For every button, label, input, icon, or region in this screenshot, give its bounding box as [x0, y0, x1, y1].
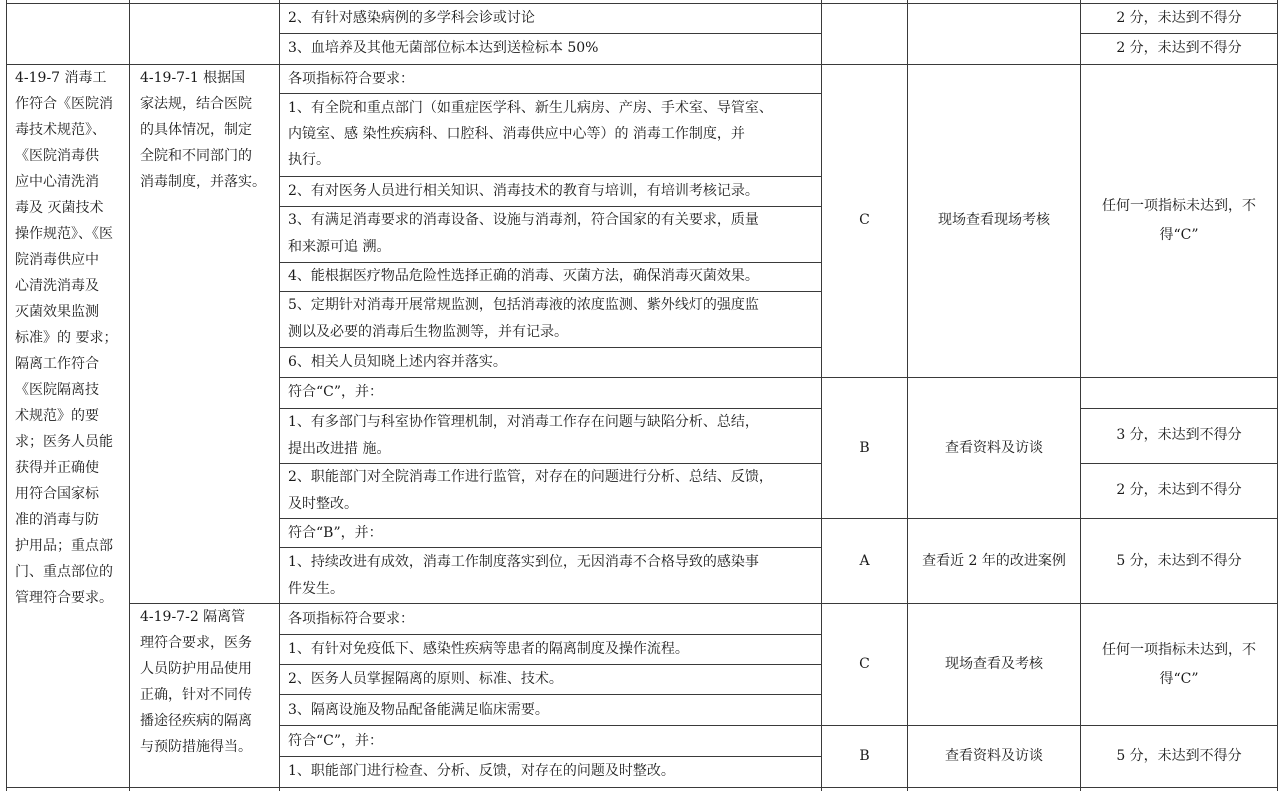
standard-line: 标准》的 要求；: [15, 330, 118, 346]
item-text: 2、有针对感染病例的多学科会诊或讨论: [288, 10, 535, 26]
item-text: 内镜室、感 染性疾病科、口腔科、消毒供应中心等）的 消毒工作制度，并: [288, 126, 745, 142]
method-label: 现场查看及考核: [945, 656, 1043, 672]
item-text: 和来源可追 溯。: [288, 239, 391, 255]
item-text: 2、有对医务人员进行相关知识、消毒技术的教育与培训，有培训考核记录。: [288, 183, 759, 199]
item-text: 1、职能部门进行检查、分析、反馈，对存在的问题及时整改。: [288, 763, 675, 779]
item-text: 件发生。: [288, 581, 344, 597]
standard-line: 操作规范》、《医: [15, 226, 113, 242]
standard-line: 管理符合要求。: [15, 590, 113, 606]
standard-line: 灭菌效果监测: [15, 304, 99, 320]
grade-label: B: [859, 748, 870, 764]
standard-line: 心清洗消毒及: [15, 278, 99, 294]
score-text: 任何一项指标未达到，不得“C”: [1102, 642, 1256, 687]
col-divider-2: [279, 0, 280, 791]
item-text: 1、有针对免疫低下、感染性疾病等患者的隔离制度及操作流程。: [288, 641, 689, 657]
score-text: 任何一项指标未达到，不得“C”: [1102, 198, 1256, 243]
standard-line: 用符合国家标: [15, 486, 99, 502]
group-line: [279, 725, 1278, 726]
item-text: 3、有满足消毒要求的消毒设备、设施与消毒剂，符合国家的有关要求，质量: [288, 212, 759, 228]
item-header: 符合“C”，并：: [288, 733, 384, 749]
border-right: [1277, 0, 1278, 791]
item-text: 提出改进措 施。: [288, 441, 391, 457]
standard-line: 4-19-7 消毒工: [15, 70, 107, 86]
sub-standard-line: 消毒制度，并落实。: [140, 174, 266, 190]
sub-standard-line: 理符合要求，医务: [140, 635, 252, 651]
standard-line: 作符合《医院消: [15, 96, 113, 112]
sub-standard-line: 4-19-7-1 根据国: [140, 70, 246, 86]
standard-line: 门、重点部位的: [15, 564, 113, 580]
standard-line: 求；医务人员能: [15, 434, 113, 450]
grade-label: C: [859, 212, 870, 228]
score-text: 5 分，未达到不得分: [1116, 553, 1242, 569]
sub-standard-line: 家法规，结合医院: [140, 96, 252, 112]
sub-standard-line: 人员防护用品使用: [140, 661, 252, 677]
col-divider-5: [1080, 0, 1081, 791]
standard-line: 毒及 灭菌技术: [15, 200, 104, 216]
item-text: 1、持续改进有成效，消毒工作制度落实到位，无因消毒不合格导致的感染事: [288, 554, 759, 570]
standard-line: 隔离工作符合: [15, 356, 99, 372]
standard-line: 应中心清洗消: [15, 174, 99, 190]
standard-line: 毒技术规范》、: [15, 122, 106, 138]
sub-standard-line: 正确，针对不同传: [140, 687, 252, 703]
grade-label: B: [859, 440, 870, 456]
item-text: 测以及必要的消毒后生物监测等，并有记录。: [288, 324, 568, 340]
item-text: 2、医务人员掌握隔离的原则、标准、技术。: [288, 671, 563, 687]
score-line: [1080, 408, 1278, 409]
item-header: 各项指标符合要求：: [288, 71, 414, 87]
item-text: 5、定期针对消毒开展常规监测，包括消毒液的浓度监测、紫外线灯的强度监: [288, 297, 759, 313]
item-text: 及时整改。: [288, 496, 358, 512]
item-text: 执行。: [288, 152, 330, 168]
grade-label: C: [859, 656, 870, 672]
border-left: [6, 0, 7, 791]
item-text: 1、有多部门与科室协作管理机制，对消毒工作存在问题与缺陷分析、总结，: [288, 414, 759, 430]
score-text: 3 分，未达到不得分: [1116, 427, 1242, 443]
item-header: 各项指标符合要求：: [288, 611, 414, 627]
item-text: 3、血培养及其他无菌部位标本达到送检标本 50%: [288, 40, 599, 56]
item-text: 1、有全院和重点部门（如重症医学科、新生儿病房、产房、手术室、导管室、: [288, 100, 773, 116]
standard-line: 准的消毒与防: [15, 512, 99, 528]
group-line: [279, 377, 1278, 378]
standard-line: 术规范》的要: [15, 408, 99, 424]
method-label: 查看资料及访谈: [945, 440, 1043, 456]
row-line: [279, 694, 822, 695]
sub-standard-line: 的具体情况，制定: [140, 122, 252, 138]
method-label: 查看近 2 年的改进案例: [922, 553, 1066, 569]
standard-line: 护用品；重点部: [15, 538, 113, 554]
sub-standard-line: 4-19-7-2 隔离管: [140, 609, 246, 625]
item-header: 符合“B”，并：: [288, 525, 383, 541]
score-text: 2 分，未达到不得分: [1116, 482, 1242, 498]
standard-line: 获得并正确使: [15, 460, 99, 476]
standard-line: 《医院隔离技: [15, 382, 99, 398]
item-text: 6、相关人员知晓上述内容并落实。: [288, 354, 507, 370]
sub-standard-line: 全院和不同部门的: [140, 148, 252, 164]
grade-label: A: [859, 553, 870, 569]
sub-standard-line: 与预防措施得当。: [140, 739, 252, 755]
standard-line: 《医院消毒供: [15, 148, 99, 164]
row-line-bottom: [6, 787, 1278, 788]
score-text: 2 分，未达到不得分: [1116, 10, 1242, 26]
score-line: [1080, 463, 1278, 464]
item-text: 2、职能部门对全院消毒工作进行监管，对存在的问题进行分析、总结、反馈，: [288, 469, 773, 485]
group-line: [279, 518, 1278, 519]
sub-standard-line: 播途径疾病的隔离: [140, 713, 252, 729]
item-text: 3、隔离设施及物品配备能满足临床需要。: [288, 702, 549, 718]
score-text: 5 分，未达到不得分: [1116, 748, 1242, 764]
item-text: 4、能根据医疗物品危险性选择正确的消毒、灭菌方法，确保消毒灭菌效果。: [288, 268, 759, 284]
method-label: 现场查看现场考核: [938, 212, 1050, 228]
item-header: 符合“C”，并：: [288, 384, 384, 400]
score-text: 2 分，未达到不得分: [1116, 40, 1242, 56]
standard-line: 院消毒供应中: [15, 252, 99, 268]
method-label: 查看资料及访谈: [945, 748, 1043, 764]
col-divider-1: [129, 0, 130, 791]
